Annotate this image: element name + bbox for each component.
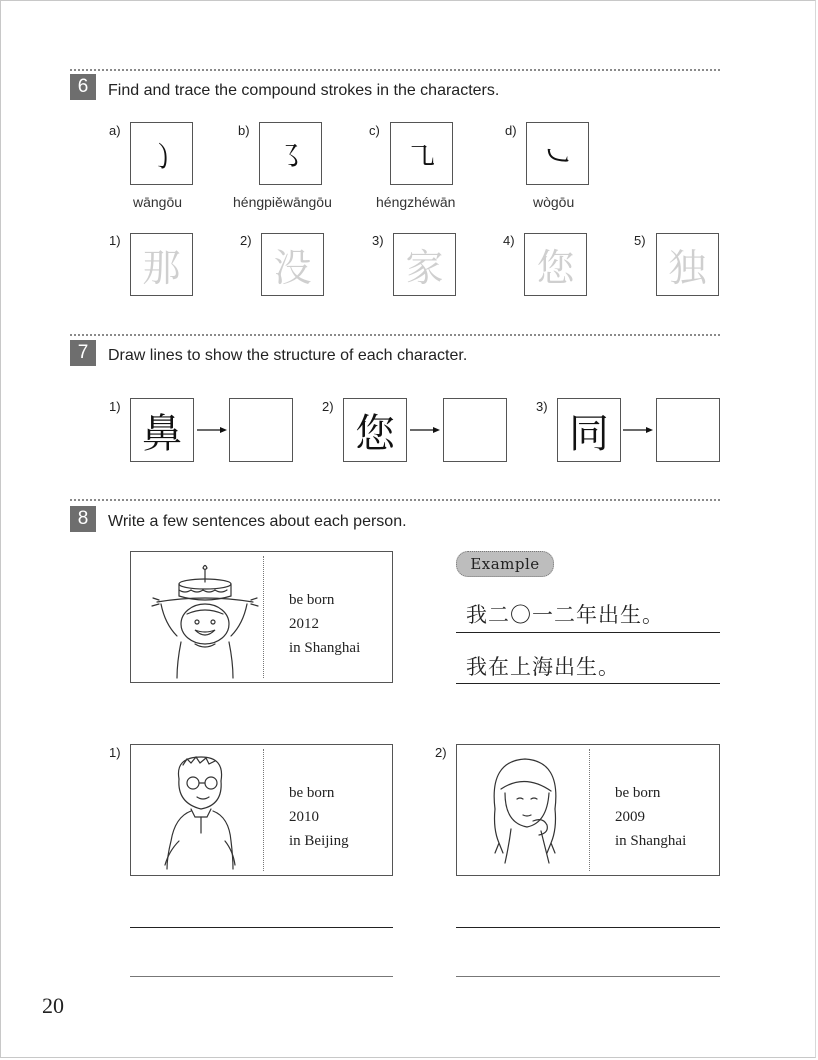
question-number-7: 7 — [70, 340, 96, 366]
trace-label-2: 2) — [240, 233, 252, 248]
trace-char-3: 家 — [405, 246, 444, 290]
example-writing-line-1 — [456, 632, 720, 633]
writing-line-2b[interactable] — [456, 976, 720, 977]
example-sentence-2: 我在上海出生。 — [466, 655, 620, 679]
card-divider — [263, 556, 264, 678]
structure-label-2: 2) — [322, 399, 334, 414]
stroke-box-b — [259, 122, 322, 185]
girl-illustration — [461, 749, 585, 873]
card-divider — [263, 749, 264, 871]
section-divider — [70, 69, 720, 71]
arrow-icon — [197, 425, 227, 435]
question-8-instruction: Write a few sentences about each person. — [108, 513, 407, 530]
stroke-pinyin-a: wāngōu — [133, 194, 183, 210]
stroke-glyph-a: ㇁ — [146, 139, 177, 175]
structure-char-box-1 — [130, 398, 194, 462]
arrow-icon — [623, 425, 653, 435]
trace-box-4[interactable] — [524, 233, 587, 296]
trace-char-5: 独 — [668, 246, 707, 290]
stroke-box-a — [130, 122, 193, 185]
person-1-info — [289, 781, 349, 853]
page-number: 20 — [42, 993, 64, 1018]
trace-label-4: 4) — [503, 233, 515, 248]
trace-box-5[interactable] — [656, 233, 719, 296]
example-card — [130, 551, 393, 683]
structure-char-box-2 — [343, 398, 407, 462]
info-line: be born — [289, 785, 335, 801]
example-badge: Example — [456, 551, 554, 577]
trace-label-5: 5) — [634, 233, 646, 248]
info-line: in Beijing — [289, 833, 349, 849]
question-7-instruction: Draw lines to show the structure of each character. — [108, 347, 468, 364]
trace-char-2: 没 — [273, 246, 312, 290]
info-line: in Shanghai — [289, 640, 361, 656]
structure-answer-box-1[interactable] — [229, 398, 293, 462]
structure-answer-box-2[interactable] — [443, 398, 507, 462]
question-number-6: 6 — [70, 74, 96, 100]
example-writing-line-2 — [456, 683, 720, 684]
section-divider — [70, 334, 720, 336]
stroke-label-a: a) — [109, 123, 121, 138]
structure-char-1: 鼻 — [142, 410, 182, 457]
stroke-pinyin-c: héngzhéwān — [376, 194, 456, 210]
stroke-glyph-d: ㇃ — [542, 139, 573, 175]
arrow-icon — [410, 425, 440, 435]
structure-label-3: 3) — [536, 399, 548, 414]
stroke-pinyin-d: wògōu — [533, 194, 575, 210]
structure-char-2: 您 — [355, 410, 395, 457]
person-card-2 — [456, 744, 720, 876]
stroke-label-b: b) — [238, 123, 250, 138]
structure-label-1: 1) — [109, 399, 121, 414]
writing-line-2a[interactable] — [456, 927, 720, 928]
info-line: in Shanghai — [615, 833, 687, 849]
birthday-child-illustration — [135, 556, 259, 680]
stroke-pinyin-b: héngpiěwāngōu — [233, 194, 332, 210]
info-line: 2010 — [289, 809, 319, 825]
person-2-info — [615, 781, 686, 853]
trace-box-1[interactable] — [130, 233, 193, 296]
structure-answer-box-3[interactable] — [656, 398, 720, 462]
stroke-label-c: c) — [369, 123, 380, 138]
example-info — [289, 588, 360, 660]
trace-box-2[interactable] — [261, 233, 324, 296]
question-number-8: 8 — [70, 506, 96, 532]
writing-line-1a[interactable] — [130, 927, 393, 928]
stroke-glyph-b: ㇌ — [275, 139, 306, 175]
stroke-box-d — [526, 122, 589, 185]
writing-line-1b[interactable] — [130, 976, 393, 977]
person-label-1: 1) — [109, 745, 121, 760]
info-line: 2009 — [615, 809, 645, 825]
stroke-glyph-c: ㇈ — [406, 139, 437, 175]
example-sentence-1: 我二〇一二年出生。 — [466, 603, 664, 627]
stroke-label-d: d) — [505, 123, 517, 138]
stroke-box-c — [390, 122, 453, 185]
trace-label-1: 1) — [109, 233, 121, 248]
info-line: 2012 — [289, 616, 319, 632]
info-line: be born — [615, 785, 661, 801]
info-line: be born — [289, 592, 335, 608]
section-divider — [70, 499, 720, 501]
trace-char-1: 那 — [142, 246, 181, 290]
trace-char-4: 您 — [536, 246, 575, 290]
question-6-instruction: Find and trace the compound strokes in the characters. — [108, 82, 500, 99]
structure-char-3: 同 — [569, 410, 609, 457]
person-label-2: 2) — [435, 745, 447, 760]
boy-illustration — [135, 749, 259, 873]
trace-box-3[interactable] — [393, 233, 456, 296]
person-card-1 — [130, 744, 393, 876]
card-divider — [589, 749, 590, 871]
trace-label-3: 3) — [372, 233, 384, 248]
structure-char-box-3 — [557, 398, 621, 462]
